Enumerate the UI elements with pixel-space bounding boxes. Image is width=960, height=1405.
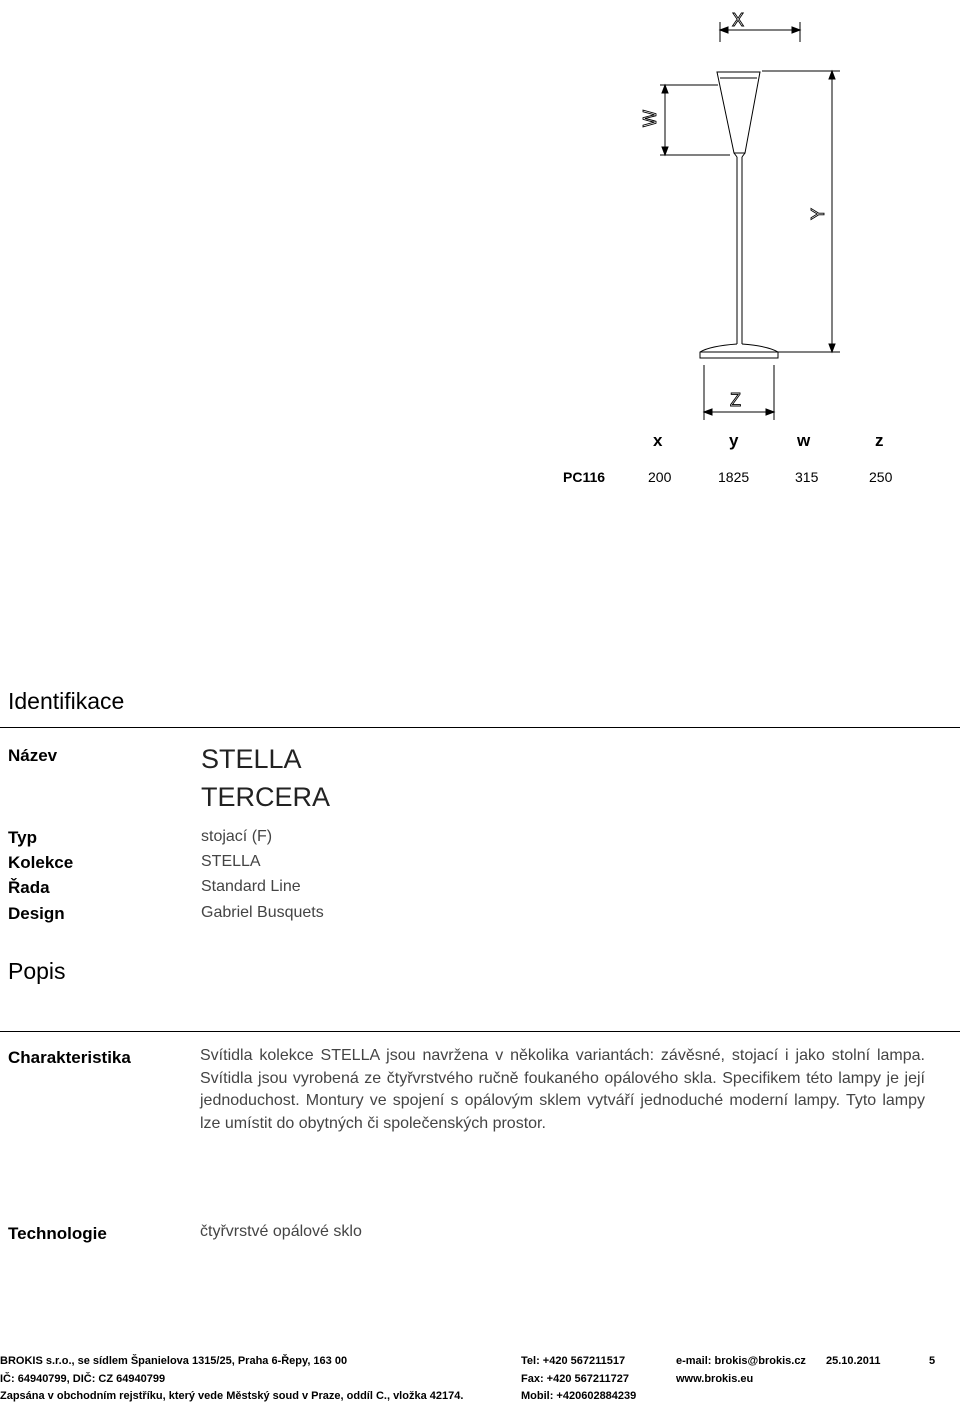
dim-value-w: 315 [795, 469, 819, 485]
label-typ: Typ [8, 828, 37, 847]
footer-fax: Fax: +420 567211727 [521, 1373, 629, 1385]
dim-value-z: 250 [869, 469, 893, 485]
divider [0, 1031, 960, 1032]
footer-tel: Tel: +420 567211517 [521, 1355, 626, 1367]
footer-date: 25.10.2011 [826, 1355, 881, 1367]
dim-header-y: y [729, 431, 739, 450]
lamp-technical-drawing [600, 0, 860, 430]
section-title-popis: Popis [8, 958, 66, 984]
footer-company: BROKIS s.r.o., se sídlem Španielova 1315/25, Praha 6-Řepy, 163 00 [0, 1355, 348, 1367]
dim-value-x: 200 [648, 469, 672, 485]
dim-header-w: w [797, 431, 811, 450]
footer-register: Zapsána v obchodním rejstříku, který vede Městský soud v Praze, oddíl C., vložka 42174. [0, 1390, 464, 1402]
product-name-line2: TERCERA [201, 782, 331, 812]
footer-email[interactable]: e-mail: brokis@brokis.cz [676, 1355, 806, 1367]
product-code: PC116 [563, 469, 606, 485]
label-technologie: Technologie [8, 1224, 107, 1243]
drawing-label-w: W [640, 110, 660, 127]
dim-header-x: x [653, 431, 663, 450]
product-name-line1: STELLA [201, 744, 302, 774]
label-nazev: Název [8, 746, 58, 765]
drawing-label-x: X [732, 10, 745, 30]
description-text: Svítidla kolekce STELLA jsou navržena v několika variantách: závěsné, stojací i jako stolní lampa. Svítidla jsou vyrobená ze čtyřvrstvého ručně foukaného opálového skla. Specifikem této lampy je její jednoduchost. Montury ve spojení s opálovým sklem vytváří jednoduché moderní lampy. Tyto lampy lze umístit do obytných či společenských prostor. [200, 1047, 925, 1132]
label-rada: Řada [8, 878, 50, 897]
footer-ids: IČ: 64940799, DIČ: CZ 64940799 [0, 1373, 166, 1385]
dim-value-y: 1825 [718, 469, 750, 485]
value-typ: stojací (F) [201, 828, 273, 845]
footer-mobil: Mobil: +420602884239 [521, 1390, 637, 1402]
footer-web[interactable]: www.brokis.eu [676, 1373, 754, 1385]
divider [0, 727, 960, 728]
value-technologie: čtyřvrstvé opálové sklo [200, 1223, 362, 1240]
value-rada: Standard Line [201, 878, 301, 895]
drawing-label-z: Z [730, 390, 741, 410]
page-number: 5 [929, 1355, 936, 1367]
drawing-label-y: Y [808, 207, 828, 220]
label-design: Design [8, 904, 65, 923]
section-title-identifikace: Identifikace [8, 688, 125, 714]
dim-header-z: z [875, 431, 884, 450]
value-design: Gabriel Busquets [201, 904, 324, 921]
label-kolekce: Kolekce [8, 853, 74, 872]
value-kolekce: STELLA [201, 853, 261, 870]
label-charakteristika: Charakteristika [8, 1048, 131, 1067]
